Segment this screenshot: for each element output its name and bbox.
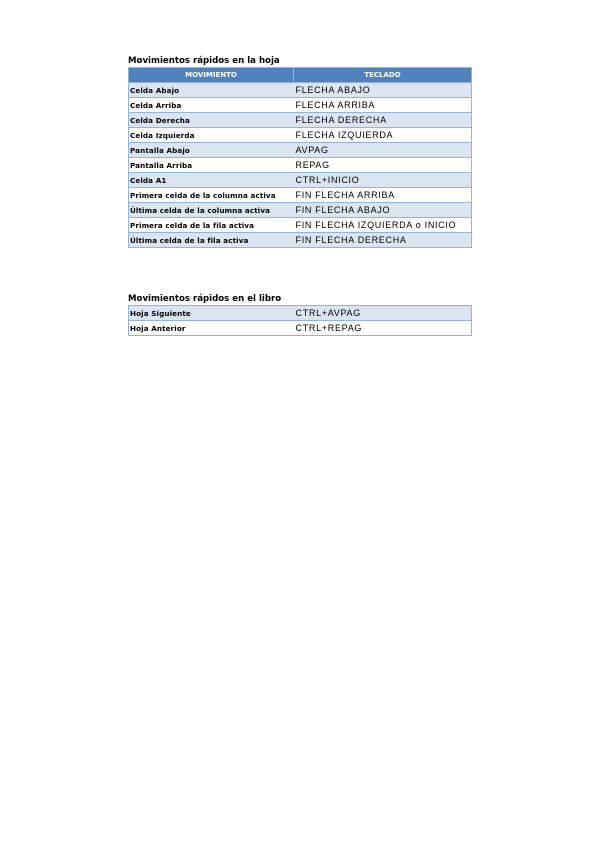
- movement-column-header: MOVIMIENTO: [129, 68, 294, 83]
- book-shortcuts-table: [128, 305, 472, 336]
- movement-cell: Celda Izquierda: [129, 128, 294, 143]
- movement-cell: Hoja Siguiente: [129, 306, 294, 321]
- keys-cell: FLECHA ARRIBA: [294, 98, 472, 113]
- book-shortcuts-title: Movimientos rápidos en el libro: [128, 294, 282, 304]
- movement-cell: Última celda de la columna activa: [129, 203, 294, 218]
- movement-cell: Última celda de la fila activa: [129, 233, 294, 248]
- keys-column-header: TECLADO: [294, 68, 472, 83]
- movement-cell: Celda Arriba: [129, 98, 294, 113]
- book-shortcuts-section: [128, 294, 471, 336]
- sheet-shortcuts-title: Movimientos rápidos en la hoja: [128, 56, 280, 66]
- movement-cell: Primera celda de la fila activa: [129, 218, 294, 233]
- keys-cell: REPAG: [294, 158, 472, 173]
- movement-cell: Pantalla Arriba: [129, 158, 294, 173]
- sheet-shortcuts-section: [128, 56, 471, 248]
- table-row: [129, 173, 472, 188]
- movement-cell: Primera celda de la columna activa: [129, 188, 294, 203]
- movement-cell: Pantalla Abajo: [129, 143, 294, 158]
- movement-cell: Celda Derecha: [129, 113, 294, 128]
- table-row: [129, 113, 472, 128]
- movement-cell: Hoja Anterior: [129, 321, 294, 336]
- table-row: [129, 158, 472, 173]
- keys-cell: FIN FLECHA IZQUIERDA o INICIO: [294, 218, 472, 233]
- sheet-shortcuts-table: [128, 67, 472, 248]
- table-row: [129, 306, 472, 321]
- table-row: [129, 218, 472, 233]
- keys-cell: FLECHA IZQUIERDA: [294, 128, 472, 143]
- keys-cell: CTRL+AVPAG: [294, 306, 472, 321]
- table-header-row: [129, 68, 472, 83]
- table-row: [129, 188, 472, 203]
- table-row: [129, 143, 472, 158]
- keys-cell: FLECHA ABAJO: [294, 83, 472, 98]
- table-row: [129, 83, 472, 98]
- keys-cell: CTRL+REPAG: [294, 321, 472, 336]
- keys-cell: AVPAG: [294, 143, 472, 158]
- table-row: [129, 98, 472, 113]
- keys-cell: FLECHA DERECHA: [294, 113, 472, 128]
- keys-cell: CTRL+INICIO: [294, 173, 472, 188]
- table-row: [129, 128, 472, 143]
- movement-cell: Celda A1: [129, 173, 294, 188]
- table-row: [129, 233, 472, 248]
- keys-cell: FIN FLECHA DERECHA: [294, 233, 472, 248]
- keys-cell: FIN FLECHA ARRIBA: [294, 188, 472, 203]
- keys-cell: FIN FLECHA ABAJO: [294, 203, 472, 218]
- table-row: [129, 321, 472, 336]
- movement-cell: Celda Abajo: [129, 83, 294, 98]
- table-row: [129, 203, 472, 218]
